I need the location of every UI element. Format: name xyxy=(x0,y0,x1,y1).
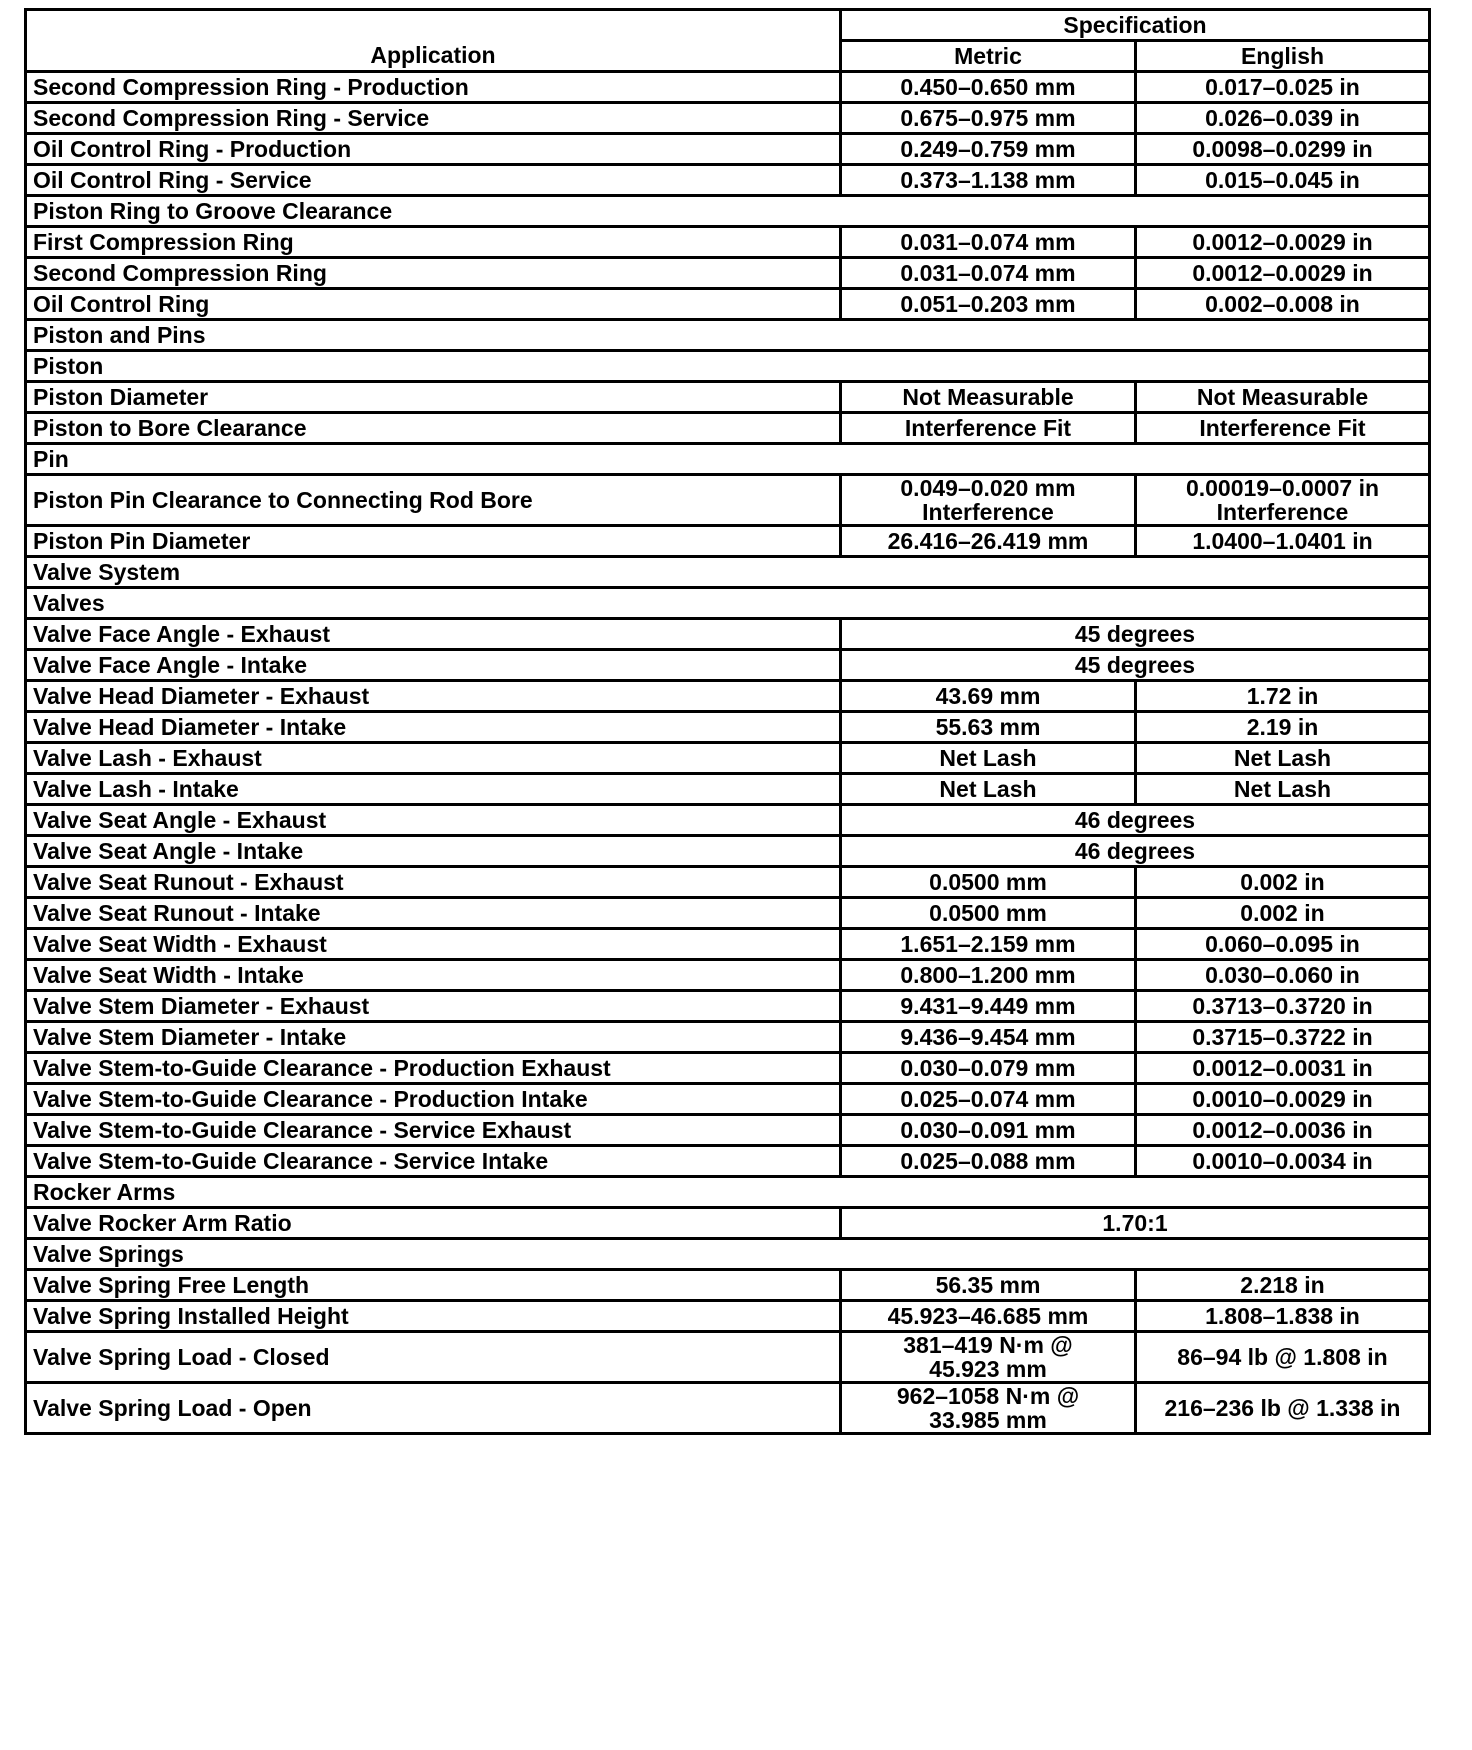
english-cell: 0.002 in xyxy=(1136,867,1430,898)
metric-cell: 0.025–0.074 mm xyxy=(841,1084,1136,1115)
english-cell: 1.0400–1.0401 in xyxy=(1136,526,1430,557)
metric-cell: 0.031–0.074 mm xyxy=(841,258,1136,289)
metric-cell: 9.436–9.454 mm xyxy=(841,1022,1136,1053)
spec-row xyxy=(26,650,1430,681)
spec-row xyxy=(26,929,1430,960)
metric-cell: 0.373–1.138 mm xyxy=(841,165,1136,196)
english-header: English xyxy=(1136,41,1430,72)
application-cell: Oil Control Ring xyxy=(26,289,841,320)
application-cell: Valve Seat Runout - Intake xyxy=(26,898,841,929)
metric-cell: 0.030–0.091 mm xyxy=(841,1115,1136,1146)
application-cell: Piston Pin Diameter xyxy=(26,526,841,557)
metric-cell: 0.031–0.074 mm xyxy=(841,227,1136,258)
spec-row xyxy=(26,134,1430,165)
application-cell: Valve Spring Load - Closed xyxy=(26,1332,841,1383)
english-cell: 1.808–1.838 in xyxy=(1136,1301,1430,1332)
metric-cell xyxy=(841,1332,1136,1383)
section-label: Valve System xyxy=(26,557,1430,588)
spec-row xyxy=(26,898,1430,929)
metric-cell: 0.675–0.975 mm xyxy=(841,103,1136,134)
spec-row xyxy=(26,681,1430,712)
metric-cell: 45.923–46.685 mm xyxy=(841,1301,1136,1332)
application-cell: Valve Stem-to-Guide Clearance - Production Exhaust xyxy=(26,1053,841,1084)
metric-cell: 43.69 mm xyxy=(841,681,1136,712)
application-cell: Valve Lash - Intake xyxy=(26,774,841,805)
metric-cell: 0.800–1.200 mm xyxy=(841,960,1136,991)
english-cell: 0.3713–0.3720 in xyxy=(1136,991,1430,1022)
application-cell: Piston Diameter xyxy=(26,382,841,413)
header-row-top xyxy=(26,10,1430,41)
spec-row xyxy=(26,103,1430,134)
english-cell: 2.19 in xyxy=(1136,712,1430,743)
metric-cell: Interference Fit xyxy=(841,413,1136,444)
spec-row xyxy=(26,1146,1430,1177)
application-cell: Oil Control Ring - Service xyxy=(26,165,841,196)
metric-cell: 0.0500 mm xyxy=(841,898,1136,929)
english-cell: 0.0012–0.0029 in xyxy=(1136,258,1430,289)
application-cell: Second Compression Ring xyxy=(26,258,841,289)
application-cell: Valve Seat Width - Exhaust xyxy=(26,929,841,960)
spec-row xyxy=(26,1208,1430,1239)
spec-row xyxy=(26,619,1430,650)
english-cell: 0.002 in xyxy=(1136,898,1430,929)
application-cell: Valve Stem-to-Guide Clearance - Service Intake xyxy=(26,1146,841,1177)
metric-header: Metric xyxy=(841,41,1136,72)
section-row xyxy=(26,320,1430,351)
application-cell: Valve Stem Diameter - Exhaust xyxy=(26,991,841,1022)
metric-value-line1: 962–1058 N·m @ xyxy=(896,1383,1080,1409)
english-cell xyxy=(1136,1383,1430,1434)
metric-value-line1: 0.049–0.020 mm xyxy=(900,475,1076,501)
spec-row xyxy=(26,743,1430,774)
application-cell: Piston Pin Clearance to Connecting Rod Bore xyxy=(26,475,841,526)
metric-cell: Not Measurable xyxy=(841,382,1136,413)
metric-cell xyxy=(841,1383,1136,1434)
english-cell xyxy=(1136,475,1430,526)
metric-cell: 56.35 mm xyxy=(841,1270,1136,1301)
english-value-line1: 0.00019–0.0007 in xyxy=(1185,475,1380,501)
metric-value-line2: Interference xyxy=(922,499,1054,525)
english-cell: 0.0012–0.0031 in xyxy=(1136,1053,1430,1084)
english-cell: 0.0010–0.0029 in xyxy=(1136,1084,1430,1115)
section-row xyxy=(26,1239,1430,1270)
application-cell: Valve Stem Diameter - Intake xyxy=(26,1022,841,1053)
spec-row xyxy=(26,227,1430,258)
metric-value-line2: 33.985 mm xyxy=(929,1407,1047,1433)
application-cell: Valve Face Angle - Intake xyxy=(26,650,841,681)
metric-cell: 55.63 mm xyxy=(841,712,1136,743)
spec-row xyxy=(26,1022,1430,1053)
section-label: Piston Ring to Groove Clearance xyxy=(26,196,1430,227)
application-cell: Valve Spring Free Length xyxy=(26,1270,841,1301)
english-value-line2: Interference xyxy=(1216,499,1349,525)
spec-row xyxy=(26,526,1430,557)
english-cell: 0.015–0.045 in xyxy=(1136,165,1430,196)
specification-body xyxy=(26,72,1430,1434)
english-cell: Not Measurable xyxy=(1136,382,1430,413)
english-cell: 0.017–0.025 in xyxy=(1136,72,1430,103)
section-row xyxy=(26,444,1430,475)
application-cell: First Compression Ring xyxy=(26,227,841,258)
english-cell: 0.030–0.060 in xyxy=(1136,960,1430,991)
english-cell: 0.0098–0.0299 in xyxy=(1136,134,1430,165)
application-cell: Valve Lash - Exhaust xyxy=(26,743,841,774)
section-row xyxy=(26,557,1430,588)
metric-value-line2: 45.923 mm xyxy=(929,1356,1047,1382)
application-cell: Valve Seat Width - Intake xyxy=(26,960,841,991)
application-cell: Second Compression Ring - Service xyxy=(26,103,841,134)
english-cell: 2.218 in xyxy=(1136,1270,1430,1301)
metric-cell: Net Lash xyxy=(841,774,1136,805)
application-cell: Valve Seat Angle - Exhaust xyxy=(26,805,841,836)
application-cell: Valve Spring Load - Open xyxy=(26,1383,841,1434)
english-cell: 0.0012–0.0029 in xyxy=(1136,227,1430,258)
section-label: Valves xyxy=(26,588,1430,619)
application-cell: Oil Control Ring - Production xyxy=(26,134,841,165)
section-label: Piston xyxy=(26,351,1430,382)
metric-cell: 0.249–0.759 mm xyxy=(841,134,1136,165)
application-cell: Valve Head Diameter - Exhaust xyxy=(26,681,841,712)
spec-value-cell: 46 degrees xyxy=(841,836,1430,867)
application-cell: Valve Stem-to-Guide Clearance - Production Intake xyxy=(26,1084,841,1115)
metric-cell: Net Lash xyxy=(841,743,1136,774)
spec-row xyxy=(26,712,1430,743)
english-cell: 0.0010–0.0034 in xyxy=(1136,1146,1430,1177)
metric-cell: 0.450–0.650 mm xyxy=(841,72,1136,103)
specification-header: Specification xyxy=(841,10,1430,41)
english-cell: 0.026–0.039 in xyxy=(1136,103,1430,134)
spec-row xyxy=(26,258,1430,289)
english-value-line1: 86–94 lb @ 1.808 in xyxy=(1177,1344,1388,1370)
spec-row xyxy=(26,991,1430,1022)
application-cell: Valve Spring Installed Height xyxy=(26,1301,841,1332)
metric-cell: 26.416–26.419 mm xyxy=(841,526,1136,557)
spec-value-cell: 45 degrees xyxy=(841,619,1430,650)
metric-cell: 1.651–2.159 mm xyxy=(841,929,1136,960)
metric-cell: 0.051–0.203 mm xyxy=(841,289,1136,320)
english-cell: Net Lash xyxy=(1136,774,1430,805)
english-cell: 0.060–0.095 in xyxy=(1136,929,1430,960)
metric-cell: 9.431–9.449 mm xyxy=(841,991,1136,1022)
english-cell xyxy=(1136,1332,1430,1383)
section-label: Piston and Pins xyxy=(26,320,1430,351)
spec-row xyxy=(26,165,1430,196)
spec-row xyxy=(26,1270,1430,1301)
spec-row xyxy=(26,72,1430,103)
specification-table xyxy=(24,8,1431,1435)
section-row xyxy=(26,351,1430,382)
metric-cell xyxy=(841,475,1136,526)
section-row xyxy=(26,588,1430,619)
application-cell: Valve Head Diameter - Intake xyxy=(26,712,841,743)
section-row xyxy=(26,196,1430,227)
application-cell: Valve Rocker Arm Ratio xyxy=(26,1208,841,1239)
english-cell: 0.0012–0.0036 in xyxy=(1136,1115,1430,1146)
spec-row xyxy=(26,1115,1430,1146)
section-label: Valve Springs xyxy=(26,1239,1430,1270)
metric-cell: 0.025–0.088 mm xyxy=(841,1146,1136,1177)
spec-row xyxy=(26,1383,1430,1434)
spec-value-cell: 45 degrees xyxy=(841,650,1430,681)
english-cell: Interference Fit xyxy=(1136,413,1430,444)
section-row xyxy=(26,1177,1430,1208)
spec-value-cell: 46 degrees xyxy=(841,805,1430,836)
spec-row xyxy=(26,1301,1430,1332)
english-cell: Net Lash xyxy=(1136,743,1430,774)
spec-row xyxy=(26,289,1430,320)
section-label: Pin xyxy=(26,444,1430,475)
spec-row xyxy=(26,805,1430,836)
spec-row xyxy=(26,1084,1430,1115)
spec-row xyxy=(26,1053,1430,1084)
english-cell: 1.72 in xyxy=(1136,681,1430,712)
metric-value-line1: 381–419 N·m @ xyxy=(903,1332,1073,1358)
spec-row xyxy=(26,382,1430,413)
section-label: Rocker Arms xyxy=(26,1177,1430,1208)
application-cell: Valve Face Angle - Exhaust xyxy=(26,619,841,650)
spec-row xyxy=(26,774,1430,805)
english-value-line1: 216–236 lb @ 1.338 in xyxy=(1164,1395,1401,1421)
english-cell: 0.3715–0.3722 in xyxy=(1136,1022,1430,1053)
spec-row xyxy=(26,960,1430,991)
english-cell: 0.002–0.008 in xyxy=(1136,289,1430,320)
spec-row xyxy=(26,867,1430,898)
spec-row xyxy=(26,1332,1430,1383)
spec-row xyxy=(26,836,1430,867)
metric-cell: 0.0500 mm xyxy=(841,867,1136,898)
spec-value-cell: 1.70:1 xyxy=(841,1208,1430,1239)
application-header: Application xyxy=(26,10,841,72)
application-cell: Valve Seat Runout - Exhaust xyxy=(26,867,841,898)
application-cell: Valve Stem-to-Guide Clearance - Service Exhaust xyxy=(26,1115,841,1146)
metric-cell: 0.030–0.079 mm xyxy=(841,1053,1136,1084)
spec-row xyxy=(26,413,1430,444)
spec-row xyxy=(26,475,1430,526)
application-cell: Second Compression Ring - Production xyxy=(26,72,841,103)
application-cell: Valve Seat Angle - Intake xyxy=(26,836,841,867)
application-cell: Piston to Bore Clearance xyxy=(26,413,841,444)
